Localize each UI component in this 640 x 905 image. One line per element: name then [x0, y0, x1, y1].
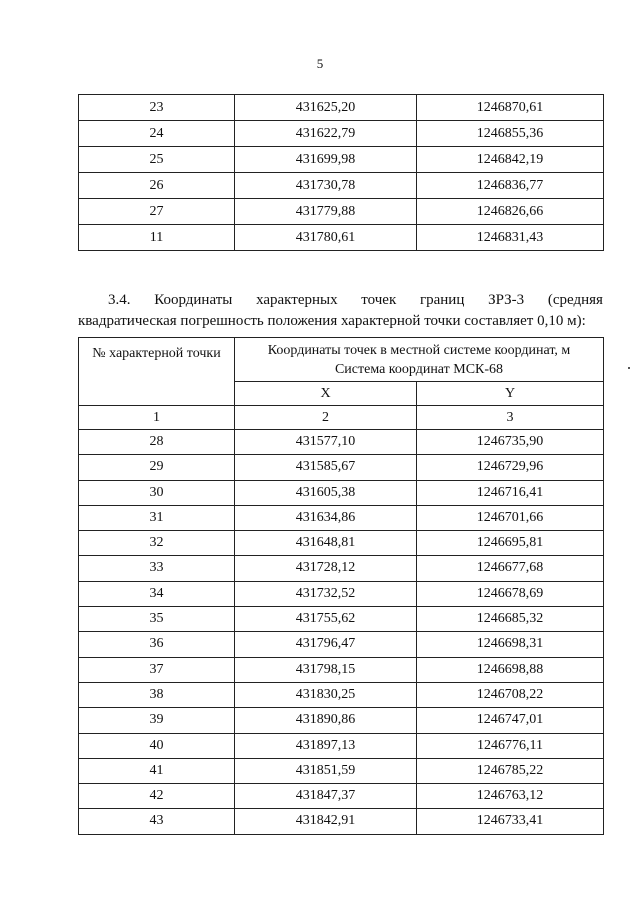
table-row: [79, 95, 604, 121]
page-number: 5: [316, 56, 324, 71]
point-number-cell: 38: [79, 682, 235, 707]
point-number-cell: 31: [79, 505, 235, 530]
table-row: [79, 733, 604, 758]
table-row: [79, 657, 604, 682]
header-point-number: № характерной точки: [79, 338, 235, 406]
table-row: [79, 556, 604, 581]
table-row: [79, 199, 604, 225]
column-index-3: 3: [417, 406, 604, 430]
table-row: [79, 784, 604, 809]
y-coordinate-cell: 1246826,66: [417, 199, 604, 225]
y-coordinate-cell: 1246698,31: [417, 632, 604, 657]
header-x: X: [235, 382, 417, 406]
header-coordinates-line2: Система координат МСК-68: [334, 361, 504, 377]
table-row: [79, 225, 604, 251]
table-row: [79, 682, 604, 707]
point-number-cell: 42: [79, 784, 235, 809]
table-row: [79, 480, 604, 505]
caption-line-1: [78, 290, 603, 311]
table-row: [79, 430, 604, 455]
point-number-cell: 24: [79, 121, 235, 147]
coordinates-table-continued: [78, 94, 604, 251]
x-coordinate-cell: 431699,98: [235, 147, 417, 173]
point-number-cell: 40: [79, 733, 235, 758]
x-coordinate-cell: 431585,67: [235, 455, 417, 480]
y-coordinate-cell: 1246708,22: [417, 682, 604, 707]
y-coordinate-cell: 1246695,81: [417, 531, 604, 556]
y-coordinate-cell: 1246698,88: [417, 657, 604, 682]
table-row: [79, 505, 604, 530]
point-number-cell: 39: [79, 708, 235, 733]
x-coordinate-cell: 431634,86: [235, 505, 417, 530]
caption-word: 3.4.: [108, 292, 131, 308]
y-coordinate-cell: 1246733,41: [417, 809, 604, 834]
y-coordinate-cell: 1246701,66: [417, 505, 604, 530]
point-number-cell: 11: [79, 225, 235, 251]
x-coordinate-cell: 431842,91: [235, 809, 417, 834]
table-row: [79, 455, 604, 480]
y-coordinate-cell: 1246735,90: [417, 430, 604, 455]
coordinates-table-zrz-3: [78, 337, 604, 835]
caption-word: Координаты: [154, 292, 233, 308]
y-coordinate-cell: 1246729,96: [417, 455, 604, 480]
point-number-cell: 35: [79, 607, 235, 632]
x-coordinate-cell: 431730,78: [235, 173, 417, 199]
point-number-cell: 23: [79, 95, 235, 121]
point-number-cell: 41: [79, 758, 235, 783]
table-row: [79, 607, 604, 632]
table-row: [79, 121, 604, 147]
x-coordinate-cell: 431622,79: [235, 121, 417, 147]
y-coordinate-cell: 1246747,01: [417, 708, 604, 733]
y-coordinate-cell: 1246763,12: [417, 784, 604, 809]
header-y: Y: [417, 382, 604, 406]
x-coordinate-cell: 431605,38: [235, 480, 417, 505]
y-coordinate-cell: 1246831,43: [417, 225, 604, 251]
header-coordinates-line1: Координаты точек в местной системе координат, м: [267, 342, 571, 358]
table-row: [79, 708, 604, 733]
point-number-cell: 28: [79, 430, 235, 455]
caption-line-2: квадратическая погрешность положения характерной точки составляет 0,10 м):: [78, 313, 586, 329]
table-row: [79, 581, 604, 606]
point-number-cell: 36: [79, 632, 235, 657]
caption-word: границ: [419, 292, 465, 308]
x-coordinate-cell: 431897,13: [235, 733, 417, 758]
table-row: [79, 809, 604, 834]
y-coordinate-cell: 1246785,22: [417, 758, 604, 783]
x-coordinate-cell: 431796,47: [235, 632, 417, 657]
table-row: [79, 758, 604, 783]
y-coordinate-cell: 1246836,77: [417, 173, 604, 199]
x-coordinate-cell: 431732,52: [235, 581, 417, 606]
caption-word: точек: [361, 292, 397, 308]
point-number-cell: 30: [79, 480, 235, 505]
table-row: [79, 173, 604, 199]
point-number-cell: 29: [79, 455, 235, 480]
point-number-cell: 25: [79, 147, 235, 173]
x-coordinate-cell: 431648,81: [235, 531, 417, 556]
y-coordinate-cell: 1246870,61: [417, 95, 604, 121]
x-coordinate-cell: 431625,20: [235, 95, 417, 121]
margin-mark: [628, 367, 630, 369]
x-coordinate-cell: 431728,12: [235, 556, 417, 581]
x-coordinate-cell: 431851,59: [235, 758, 417, 783]
x-coordinate-cell: 431780,61: [235, 225, 417, 251]
table-row: [79, 632, 604, 657]
x-coordinate-cell: 431779,88: [235, 199, 417, 225]
caption-word: ЗРЗ-3: [488, 292, 525, 308]
column-index-2: 2: [235, 406, 417, 430]
y-coordinate-cell: 1246677,68: [417, 556, 604, 581]
table-row: [79, 147, 604, 173]
column-index-1: 1: [79, 406, 235, 430]
x-coordinate-cell: 431798,15: [235, 657, 417, 682]
y-coordinate-cell: 1246685,32: [417, 607, 604, 632]
caption-word: характерных: [256, 292, 338, 308]
point-number-cell: 37: [79, 657, 235, 682]
y-coordinate-cell: 1246678,69: [417, 581, 604, 606]
caption-word: (средняя: [547, 292, 603, 308]
x-coordinate-cell: 431847,37: [235, 784, 417, 809]
point-number-cell: 43: [79, 809, 235, 834]
y-coordinate-cell: 1246842,19: [417, 147, 604, 173]
table-row: [79, 531, 604, 556]
point-number-cell: 27: [79, 199, 235, 225]
point-number-cell: 34: [79, 581, 235, 606]
y-coordinate-cell: 1246716,41: [417, 480, 604, 505]
x-coordinate-cell: 431577,10: [235, 430, 417, 455]
point-number-cell: 26: [79, 173, 235, 199]
y-coordinate-cell: 1246855,36: [417, 121, 604, 147]
section-3-4-caption: [78, 290, 603, 332]
point-number-cell: 32: [79, 531, 235, 556]
x-coordinate-cell: 431830,25: [235, 682, 417, 707]
header-coordinates: [235, 338, 604, 382]
x-coordinate-cell: 431890,86: [235, 708, 417, 733]
y-coordinate-cell: 1246776,11: [417, 733, 604, 758]
x-coordinate-cell: 431755,62: [235, 607, 417, 632]
point-number-cell: 33: [79, 556, 235, 581]
